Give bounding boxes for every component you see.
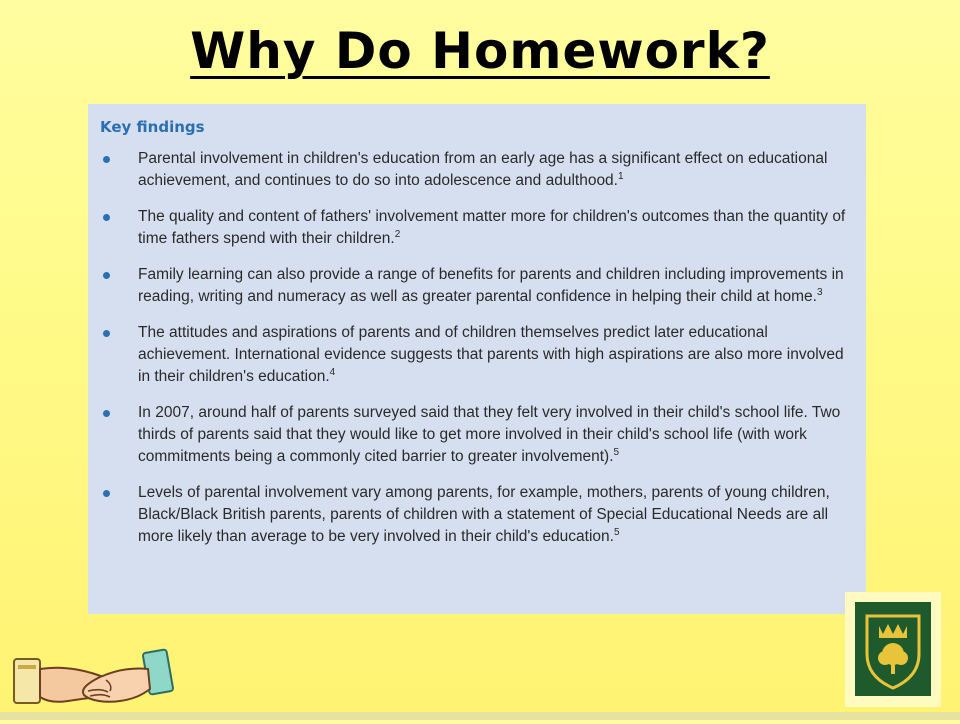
finding-text: The quality and content of fathers' involvement matter more for children's outcomes than the quantity of time fathers spend with their children. xyxy=(138,208,846,247)
bullet-icon xyxy=(103,410,110,417)
finding-text: The attitudes and aspirations of parents and of children themselves predict later educational achievement. International evidence suggests that parents with high aspirations are also more involved in their children's education. xyxy=(138,324,844,385)
bullet-icon xyxy=(103,330,110,337)
findings-list xyxy=(100,148,856,548)
key-findings-heading: Key findings xyxy=(100,118,205,136)
finding-item xyxy=(100,402,856,468)
bottom-strip xyxy=(0,712,960,720)
finding-item xyxy=(100,206,856,250)
finding-reference: 4 xyxy=(329,366,336,378)
finding-item xyxy=(100,482,856,548)
key-findings-panel xyxy=(88,104,866,614)
finding-reference: 5 xyxy=(613,446,620,458)
slide-title xyxy=(0,22,960,80)
finding-reference: 2 xyxy=(394,228,401,240)
bullet-icon xyxy=(103,214,110,221)
school-crest-icon xyxy=(855,602,931,696)
finding-item xyxy=(100,322,856,388)
finding-reference: 3 xyxy=(816,286,823,298)
finding-text: Levels of parental involvement vary among parents, for example, mothers, parents of young children, Black/Black British parents, parents of children with a statement of Special Educational Needs are all more likely than average to be very involved in their child's education. xyxy=(138,484,830,545)
school-crest-frame xyxy=(845,592,941,707)
finding-reference: 1 xyxy=(618,170,624,182)
finding-text: In 2007, around half of parents surveyed said that they felt very involved in their child's school life. Two thirds of parents said that they would like to get more involved in their child's school life (with work commitments being a commonly cited barrier to greater involvement). xyxy=(138,404,841,465)
handshake-icon xyxy=(10,645,175,720)
bullet-icon xyxy=(103,156,110,163)
bullet-icon xyxy=(103,272,110,279)
finding-item xyxy=(100,264,856,308)
finding-item xyxy=(100,148,856,192)
finding-text: Family learning can also provide a range of benefits for parents and children including improvements in reading, writing and numeracy as well as greater parental confidence in helping their child at home. xyxy=(138,266,844,305)
finding-text: Parental involvement in children's education from an early age has a significant effect on educational achievement, and continues to do so into adolescence and adulthood. xyxy=(138,150,828,189)
finding-reference: 5 xyxy=(613,526,620,538)
bullet-icon xyxy=(103,490,110,497)
slide-title-text: Why Do Homework? xyxy=(190,22,770,80)
